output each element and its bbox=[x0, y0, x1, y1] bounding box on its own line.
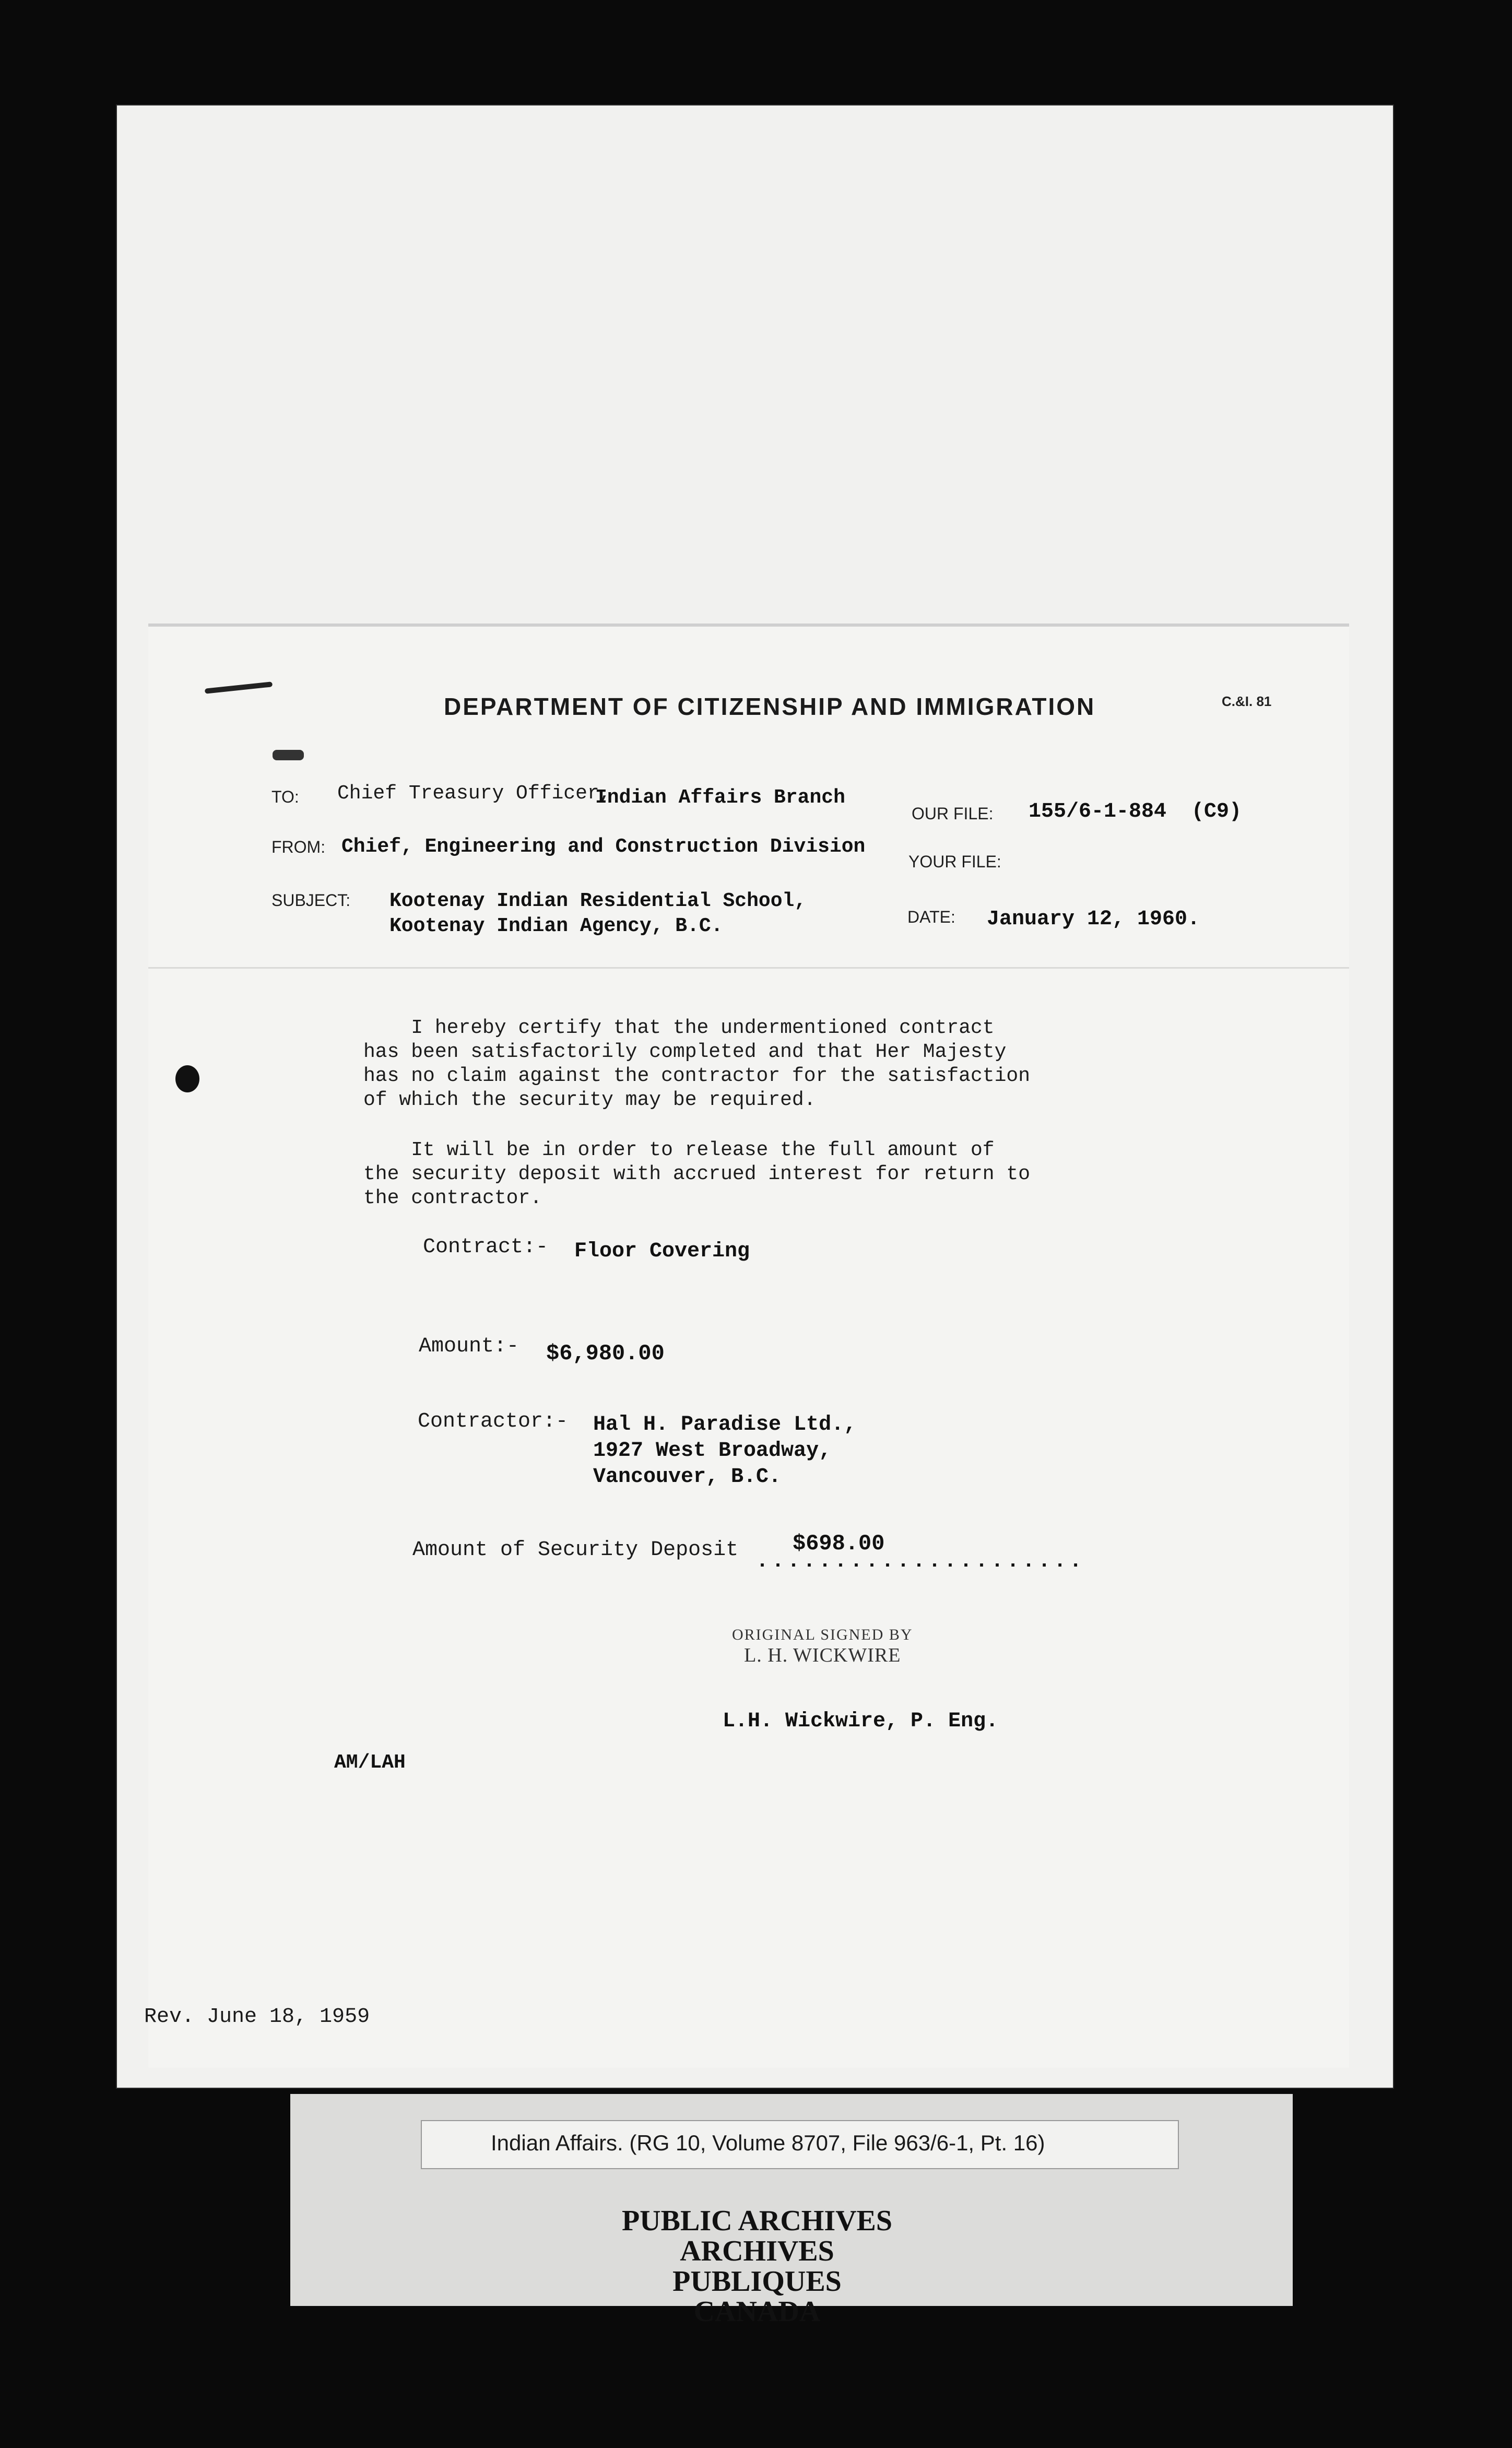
your-file-label: YOUR FILE: bbox=[908, 852, 1001, 871]
contract-value: Floor Covering bbox=[574, 1240, 750, 1263]
date-label: DATE: bbox=[907, 908, 955, 926]
archives-stamp bbox=[600, 2206, 914, 2327]
to-label: TO: bbox=[271, 787, 299, 806]
subject-label: SUBJECT: bbox=[271, 891, 351, 910]
contractor-line-2: 1927 West Broadway, bbox=[593, 1439, 832, 1463]
security-deposit-label: Amount of Security Deposit bbox=[412, 1538, 739, 1562]
amount-label: Amount:- bbox=[419, 1335, 519, 1358]
revision-date: Rev. June 18, 1959 bbox=[144, 2005, 370, 2029]
contractor-line-3: Vancouver, B.C. bbox=[593, 1465, 782, 1489]
release-paragraph: It will be in order to release the full amount of the security deposit with accrued interest for return to the contractor. bbox=[363, 1139, 1031, 1209]
leader-dots: ..................... bbox=[756, 1550, 1085, 1573]
from-label: FROM: bbox=[271, 838, 326, 856]
contractor-label: Contractor:- bbox=[418, 1410, 569, 1433]
archives-line-1: PUBLIC ARCHIVES bbox=[621, 2205, 893, 2237]
header-divider bbox=[148, 967, 1349, 969]
our-file-value: 155/6-1-884 (C9) bbox=[1029, 800, 1242, 823]
to-branch: Indian Affairs Branch bbox=[595, 786, 845, 809]
subject-line-2: Kootenay Indian Agency, B.C. bbox=[389, 915, 723, 937]
date-value: January 12, 1960. bbox=[987, 908, 1200, 931]
subject-line-1: Kootenay Indian Residential School, bbox=[389, 890, 807, 912]
archives-line-3: CANADA bbox=[693, 2296, 821, 2328]
archives-line-2: ARCHIVES PUBLIQUES bbox=[672, 2235, 842, 2298]
department-title: DEPARTMENT OF CITIZENSHIP AND IMMIGRATION bbox=[444, 693, 1096, 720]
signatory-name: L.H. Wickwire, P. Eng. bbox=[723, 1710, 999, 1733]
certification-paragraph: I hereby certify that the undermentioned contract has been satisfactorily completed and that Her Majesty has no claim against the contractor for the satisfaction of which the security may be required. bbox=[363, 1017, 1031, 1111]
amount-value: $6,980.00 bbox=[546, 1341, 665, 1366]
form-code: C.&I. 81 bbox=[1222, 693, 1272, 709]
typist-initials: AM/LAH bbox=[334, 1751, 406, 1774]
contractor-line-1: Hal H. Paradise Ltd., bbox=[593, 1413, 857, 1437]
signature-stamp bbox=[732, 1626, 913, 1667]
contract-label: Contract:- bbox=[423, 1235, 549, 1259]
stamp-line-2: L. H. WICKWIRE bbox=[744, 1644, 901, 1666]
from-value: Chief, Engineering and Construction Division bbox=[341, 835, 866, 858]
security-deposit-value: $698.00 bbox=[793, 1531, 885, 1556]
archive-reference: Indian Affairs. (RG 10, Volume 8707, File 963/6-1, Pt. 16) bbox=[491, 2131, 1045, 2155]
pen-mark bbox=[273, 750, 304, 760]
stamp-line-1: ORIGINAL SIGNED BY bbox=[732, 1626, 913, 1643]
our-file-label: OUR FILE: bbox=[912, 804, 994, 823]
ink-blot bbox=[175, 1065, 199, 1092]
to-value: Chief Treasury Officer, bbox=[337, 782, 611, 805]
